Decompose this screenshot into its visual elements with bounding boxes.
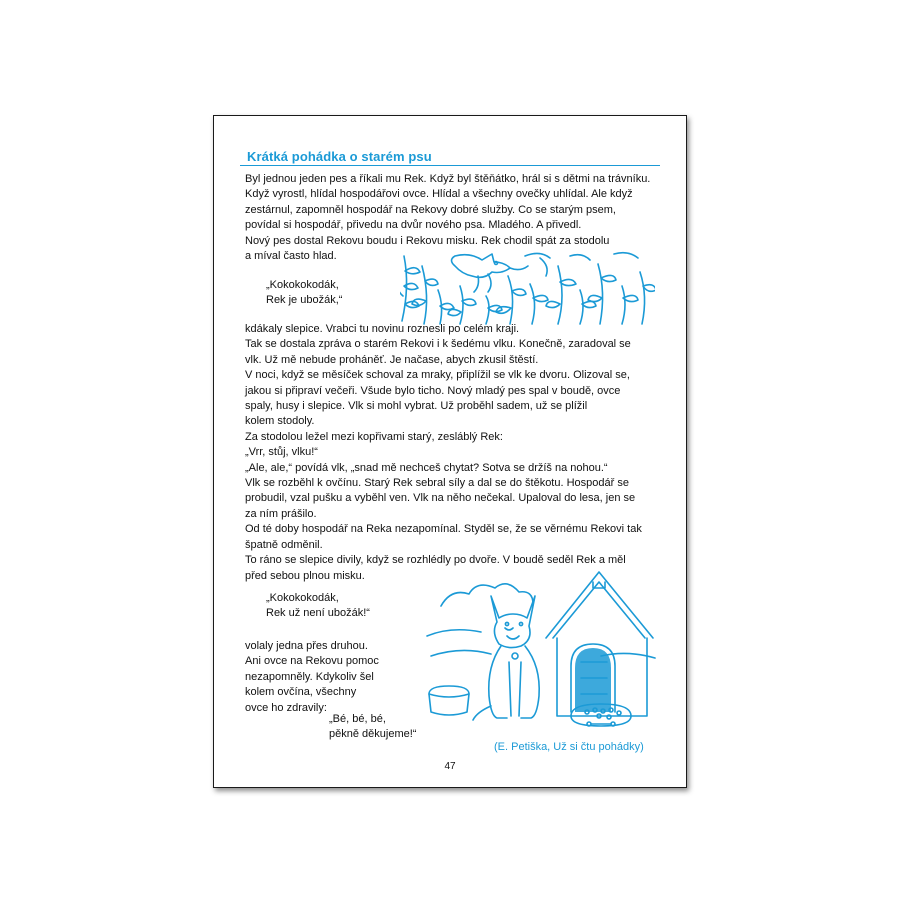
story-paragraph-1: Byl jednou jeden pes a říkali mu Rek. Když byl štěňátko, hrál si s dětmi na trávníku. Když vyrostl, hlídal hospodářovi ovce. Hlídal a všechny ovečky uhlídal. Ale když zestárnul, zapomněl hospodář na Rekovy dobré služby. Co se starým psem, povídal si hospodář, přivedu na dvůr nového psa. Mladého. A přivedl. Nový pes dostal Rekovu boudu i Rekovu misku. Rek chodil spát za stodolu a míval často hlad.: [245, 173, 651, 263]
dog-and-doghouse-illustration: [421, 566, 661, 738]
hen-verse-1: „Kokokokodák, Rek je ubožák,“: [266, 279, 343, 307]
page-number: 47: [444, 761, 456, 772]
sheep-verse: „Bé, bé, bé, pěkně děkujeme!“: [329, 713, 417, 741]
story-paragraph-2: kdákaly slepice. Vrabci tu novinu roznesli po celém kraji. Tak se dostala zpráva o starém Rekovi i k šedému vlku. Konečně, zaradoval se vlk. Už mě nebude proháněť. Je načase, abych zkusil štěstí. V noci, když se měsíček schoval za mraky, připlížil se vlk ke dvoru. Olizoval se, jakou si připraví večeři. Všude bylo ticho. Nový mladý pes spal v boudě, ovce spaly, husy i slepice. Vlk si mohl vybrat. Už proběhl sadem, už se plížil kolem stodoly. Za stodolou ležel mezi kopřivami starý, zesláblý Rek: „Vrr, stůj, vlku!“ „Ale, ale,“ povídá vlk, „snad mě nechceš chytat? Sotva se držíš na nohou.“ Vlk se rozběhl k ovčínu. Starý Rek sebral síly a dal se do štěkotu. Hospodář se probudil, vzal pušku a vyběhl ven. Vlk na něho nečekal. Upaloval do lesa, jen se za ním prášilo. Od té doby hospodář na Reka nezapomínal. Styděl se, že se věrnému Rekovi tak špatně odměnil. To ráno se slepice divily, když se rozhlédly po dvoře. V boudě seděl Rek a měl před sebou plnou misku.: [245, 323, 642, 582]
wolf-in-leaves-illustration: [400, 246, 655, 326]
book-page: [213, 115, 687, 788]
story-paragraph-3: volaly jedna přes druhou. Ani ovce na Rekovu pomoc nezapomněly. Kdykoliv šel kolem ovčína, všechny ovce ho zdravily:: [245, 640, 379, 714]
hen-verse-2: „Kokokokodák, Rek už není ubožák!“: [266, 592, 370, 620]
story-title: Krátká pohádka o starém psu: [247, 149, 432, 164]
title-underline: [240, 165, 660, 166]
source-citation: (E. Petiška, Už si čtu pohádky): [494, 741, 644, 753]
